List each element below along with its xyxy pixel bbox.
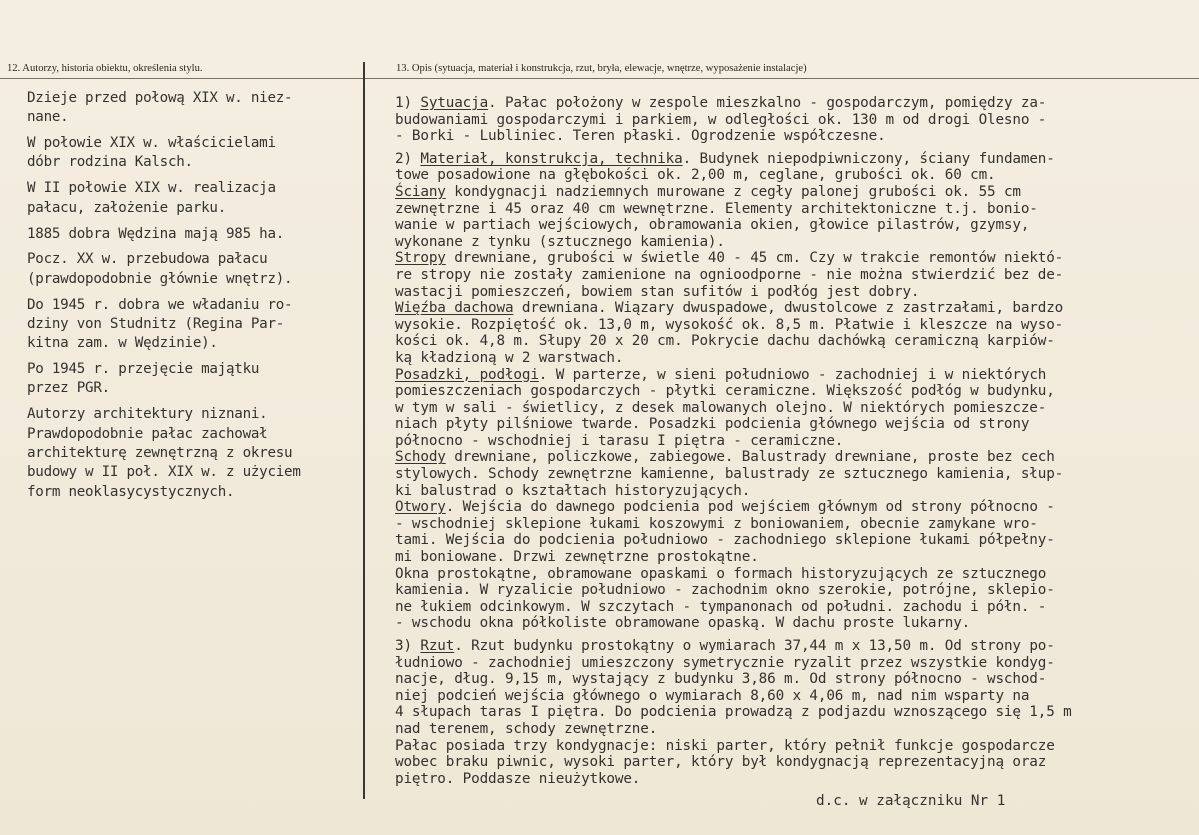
line-text: ne łukiem odcinkowym. W szczytach - tympanonach od południ. zachodu i półn. - <box>395 598 1047 615</box>
underlined-term: Materiał, konstrukcja, technika <box>420 150 683 167</box>
continuation-note: d.c. w załączniku Nr 1 <box>816 793 1006 809</box>
text-line <box>395 704 1195 721</box>
history-entry <box>27 134 357 173</box>
text-line <box>395 449 1195 466</box>
text-line <box>395 516 1195 533</box>
description-section <box>395 151 1195 632</box>
text-line: Dzieje przed połową XIX w. niez- <box>27 90 293 106</box>
text-line <box>395 483 1195 500</box>
text-line <box>395 582 1195 599</box>
line-text: kamienia. W ryzalicie południowo - zachodnim okno szerokie, potrójne, sklepio- <box>395 582 1055 599</box>
text-line <box>395 738 1195 755</box>
text-line <box>395 112 1195 129</box>
column-divider <box>363 62 365 799</box>
line-text: nad terenem, schody zewnętrzne. <box>395 720 658 737</box>
text-line: Po 1945 r. przejęcie majątku <box>27 361 260 378</box>
text-line: (prawdopodobnie głównie wnętrz). <box>27 270 293 287</box>
text-line <box>395 167 1195 184</box>
line-text: towe posadowione na głębokości ok. 2,00 m, ceglane, grubości ok. 60 cm. <box>395 167 996 184</box>
line-text: północno - wschodniej i tarasu I piętra - ceramiczne. <box>395 432 844 449</box>
text-line <box>395 350 1195 367</box>
line-text: . Rzut budynku prostokątny o wymiarach 37,44 m x 13,50 m. Od strony po- <box>454 638 1055 654</box>
text-line <box>395 599 1195 616</box>
line-text: w tym w sali - świetlicy, z desek malowanych olejno. W niektórych pomieszcze- <box>395 399 1047 416</box>
text-line: Autorzy architektury niznani. <box>27 406 268 423</box>
text-line <box>395 721 1195 738</box>
text-line <box>395 688 1195 705</box>
text-line <box>395 383 1195 400</box>
section-12-header: 12. Autorzy, historia obiektu, określenia stylu. <box>7 63 203 74</box>
text-line <box>395 217 1195 234</box>
line-text: wanie w partiach wejściowych, obramowania okien, głowice pilastrów, gzymsy, <box>395 217 1030 234</box>
line-text: mi boniowane. Drzwi zewnętrzne prostokątne. <box>395 549 759 566</box>
line-text: piętro. Poddasze nieużytkowe. <box>395 770 641 787</box>
text-line: kitna zam. w Wędzinie). <box>27 335 218 352</box>
line-text: - wschodu okna półkoliste obramowane opaską. W dachu proste lukarny. <box>395 615 971 632</box>
line-text: . W parterze, w sieni południowo - zachodniej i w niektórych <box>538 366 1047 383</box>
history-entry <box>27 225 357 244</box>
line-text: budowaniami gospodarczymi i parkiem, w odległości ok. 130 m od drogi Olesno - <box>395 111 1047 128</box>
text-line <box>395 615 1195 632</box>
underlined-term: Rzut <box>420 638 455 654</box>
text-line: Pocz. XX w. przebudowa pałacu <box>27 251 268 268</box>
text-line <box>395 532 1195 549</box>
text-line <box>395 754 1195 771</box>
underlined-term: Sytuacja <box>420 95 489 111</box>
text-line: dóbr rodzina Kalsch. <box>27 154 193 171</box>
text-line <box>395 201 1195 218</box>
line-text: drewniane, grubości w świetle 40 - 45 cm. Czy w trakcie remontów niektó- <box>445 250 1064 267</box>
text-line: nane. <box>27 109 69 126</box>
line-text: . Pałac położony w zespole mieszkalno - gospodarczym, pomiędzy za- <box>488 95 1047 111</box>
text-line <box>395 128 1195 145</box>
text-line <box>395 95 1195 112</box>
line-text: - wschodniej sklepione łukami koszowymi z boniowaniem, obecnie zamykane wro- <box>395 515 1038 532</box>
text-line <box>395 234 1195 251</box>
text-line <box>395 333 1195 350</box>
text-line <box>395 416 1195 433</box>
line-text: . Wejścia do dawnego podcienia pod wejściem głównym od strony północno - <box>445 499 1055 516</box>
text-line: Do 1945 r. dobra we władaniu ro- <box>27 296 293 313</box>
description-column <box>395 95 1195 787</box>
text-line <box>395 499 1195 516</box>
text-line: W połowie XIX w. właścicielami <box>27 135 276 152</box>
line-text: nacje, dług. 9,15 m, wystający z budynku 3,86 m. Od strony północno - wschod- <box>395 671 1047 688</box>
line-text: tami. Wejścia do podcienia południowo - zachodniego sklepione łukami półpełny- <box>395 532 1055 549</box>
underlined-term: Posadzki, podłogi <box>395 366 539 383</box>
text-line <box>395 267 1195 284</box>
text-line <box>395 638 1195 655</box>
history-entry <box>27 179 357 218</box>
line-text: niach płyty pilśniowe twarde. Posadzki podcienia głównego wejścia od strony <box>395 416 1030 433</box>
description-section <box>395 95 1195 145</box>
section-13-header: 13. Opis (sytuacja, materiał i konstrukcja, rzut, bryła, elewacje, wnętrze, wyposażenie instalacje) <box>396 63 807 74</box>
text-line <box>395 250 1195 267</box>
underlined-term: Otwory <box>395 499 446 516</box>
text-line <box>395 184 1195 201</box>
underlined-term: Stropy <box>395 250 446 267</box>
text-line: 1885 dobra Wędzina mają 985 ha. <box>27 225 285 242</box>
text-line: budowy w II poł. XIX w. z użyciem <box>27 464 301 481</box>
line-text: ką kładzioną w 2 warstwach. <box>395 349 624 366</box>
line-text: zewnętrzne i 45 oraz 40 cm wewnętrzne. Elementy architektoniczne t.j. bonio- <box>395 200 1038 217</box>
underlined-term: Ściany <box>395 183 446 200</box>
line-text: Okna prostokątne, obramowane opaskami o formach historyzujących ze sztucznego <box>395 565 1047 582</box>
underlined-term: Schody <box>395 449 446 466</box>
text-line <box>395 566 1195 583</box>
text-line <box>395 466 1195 483</box>
history-entry <box>27 360 357 399</box>
text-line: form neoklasycystycznych. <box>27 483 235 500</box>
text-line <box>395 317 1195 334</box>
line-text: stylowych. Schody zewnętrzne kamienne, balustrady ze sztucznego kamienia, słup- <box>395 466 1064 483</box>
text-line <box>395 671 1195 688</box>
history-entry <box>27 250 357 289</box>
line-text: - Borki - Lubliniec. Teren płaski. Ogrodzenie współczesne. <box>395 128 886 145</box>
underlined-term: Więźba dachowa <box>395 300 514 317</box>
line-text: 2) <box>395 150 421 167</box>
header-divider <box>0 78 1199 79</box>
text-line: W II połowie XIX w. realizacja <box>27 180 276 197</box>
line-text: wysokie. Rozpiętość ok. 13,0 m, wysokość ok. 8,5 m. Płatwie i kleszcze na wyso- <box>395 316 1064 333</box>
text-line: dziny von Studnitz (Regina Par- <box>27 315 285 332</box>
history-column <box>27 89 357 508</box>
text-line <box>395 284 1195 301</box>
line-text: re stropy nie zostały zamienione na ognioodporne - nie można stwierdzić bez de- <box>395 266 1064 283</box>
text-line <box>395 300 1195 317</box>
line-text: wastacji pomieszczeń, bowiem stan sufitów i podłóg jest dobry. <box>395 283 920 300</box>
history-entry <box>27 296 357 354</box>
line-text: kości ok. 4,8 m. Słupy 20 x 20 cm. Pokrycie dachu dachówką ceramiczną karpiów- <box>395 333 1055 350</box>
text-line <box>395 433 1195 450</box>
line-text: 4 słupach taras I piętra. Do podcienia prowadzą z podjazdu wznoszącego się 1,5 m <box>395 704 1072 721</box>
history-entry <box>27 89 357 128</box>
text-line: architekturę zewnętrzną z okresu <box>27 444 293 461</box>
text-line: przez PGR. <box>27 380 110 397</box>
line-text: 3) <box>395 638 421 654</box>
text-line <box>395 367 1195 384</box>
text-line: pałacu, założenie parku. <box>27 199 226 216</box>
line-text: ki balustrad o kształtach historyzujących. <box>395 482 751 499</box>
text-line <box>395 549 1195 566</box>
line-text: Pałac posiada trzy kondygnacje: niski parter, który pełnił funkcje gospodarcze <box>395 737 1055 754</box>
line-text: niej podcień wejścia głównego o wymiarach 8,60 x 4,06 m, nad nim wsparty na <box>395 687 1030 704</box>
text-line: Prawdopodobnie pałac zachował <box>27 425 268 442</box>
line-text: wobec braku piwnic, wysoki parter, który był kondygnacją reprezentacyjną oraz <box>395 754 1047 771</box>
description-section <box>395 638 1195 787</box>
line-text: łudniowo - zachodniej umieszczony symetrycznie ryzalit przez wszystkie kondyg- <box>395 654 1055 671</box>
line-text: drewniane, policzkowe, zabiegowe. Balustrady drewniane, proste bez cech <box>445 449 1055 466</box>
text-line <box>395 400 1195 417</box>
history-entry <box>27 405 357 501</box>
line-text: drewniana. Wiązary dwuspadowe, dwustolcowe z zastrzałami, bardzo <box>513 300 1064 317</box>
line-text: pomieszczeniach gospodarczych - płytki ceramiczne. Większość podłóg w budynku, <box>395 383 1055 400</box>
line-text: wykonane z tynku (sztucznego kamienia). <box>395 233 725 250</box>
text-line <box>395 655 1195 672</box>
line-text: 1) <box>395 95 421 111</box>
line-text: kondygnacji nadziemnych murowane z cegły palonej grubości ok. 55 cm <box>445 183 1021 200</box>
text-line <box>395 151 1195 168</box>
line-text: . Budynek niepodpiwniczony, ściany fundamen- <box>682 150 1055 167</box>
text-line <box>395 771 1195 788</box>
